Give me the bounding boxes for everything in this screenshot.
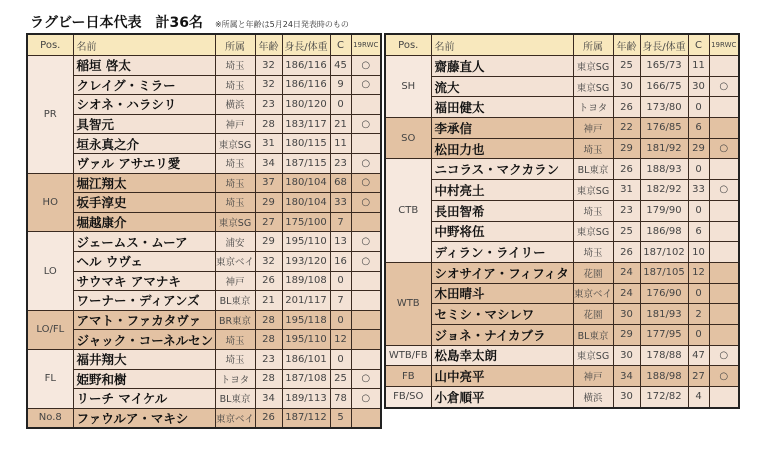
table-row: [27, 193, 381, 213]
rwc-2019: ○: [351, 153, 381, 173]
age: 26: [613, 159, 640, 180]
age: 31: [255, 134, 282, 154]
team: トヨタ: [573, 97, 613, 118]
rwc-2019: ○: [709, 180, 739, 201]
team: 東京ベイ: [215, 251, 255, 271]
team: 埼玉: [573, 242, 613, 263]
player-name: 姫野和樹: [73, 369, 215, 389]
age: 37: [255, 173, 282, 193]
height-weight: 181/92: [640, 138, 688, 159]
team: 東京SG: [573, 180, 613, 201]
team: 埼玉: [215, 75, 255, 95]
height-weight: 172/82: [640, 387, 688, 408]
position-cell: WTB: [385, 262, 431, 345]
table-row: [385, 180, 739, 201]
player-name: 中村亮土: [431, 180, 573, 201]
team: BR東京: [215, 310, 255, 330]
age: 24: [613, 262, 640, 283]
age: 28: [255, 369, 282, 389]
caps: 0: [688, 159, 709, 180]
header-age: 年齢: [613, 34, 640, 56]
team: 神戸: [215, 271, 255, 291]
player-name: ジェームス・ムーア: [73, 232, 215, 252]
team: BL東京: [215, 291, 255, 311]
height-weight: 182/92: [640, 180, 688, 201]
caps: 4: [688, 387, 709, 408]
position-cell: FL: [27, 349, 73, 408]
caps: 29: [688, 138, 709, 159]
rwc-2019: [351, 330, 381, 350]
caps: 12: [330, 330, 351, 350]
team: 花園: [573, 262, 613, 283]
rwc-2019: ○: [351, 75, 381, 95]
rwc-2019: [709, 221, 739, 242]
table-row: [27, 349, 381, 369]
table-row: [385, 345, 739, 366]
age: 25: [613, 221, 640, 242]
player-name: ファウルア・マキシ: [73, 408, 215, 428]
team: 埼玉: [215, 56, 255, 76]
rwc-2019: ○: [351, 56, 381, 76]
height-weight: 188/93: [640, 159, 688, 180]
age: 31: [613, 180, 640, 201]
player-name: 齋藤直人: [431, 56, 573, 77]
position-cell: PR: [27, 56, 73, 174]
caps: 0: [688, 324, 709, 345]
page-title: [30, 12, 349, 32]
player-name: アマト・ファカタヴァ: [73, 310, 215, 330]
rwc-2019: [709, 200, 739, 221]
table-row: [385, 56, 739, 77]
caps: 5: [330, 408, 351, 428]
team: BL東京: [573, 324, 613, 345]
team: 神戸: [215, 114, 255, 134]
caps: 33: [688, 180, 709, 201]
height-weight: 186/116: [282, 56, 330, 76]
rwc-2019: ○: [709, 345, 739, 366]
team: BL東京: [573, 159, 613, 180]
rwc-2019: [351, 134, 381, 154]
player-name: セミシ・マシレワ: [431, 304, 573, 325]
team: 東京SG: [573, 56, 613, 77]
caps: 27: [688, 366, 709, 387]
header-hw: 身長/体重: [640, 34, 688, 56]
age: 34: [255, 389, 282, 409]
caps: 10: [688, 242, 709, 263]
height-weight: 173/80: [640, 97, 688, 118]
table-row: [385, 366, 739, 387]
header-team: 所属: [573, 34, 613, 56]
table-row: [385, 387, 739, 408]
height-weight: 176/90: [640, 283, 688, 304]
team: 東京SG: [215, 212, 255, 232]
table-row: [27, 153, 381, 173]
age: 34: [613, 366, 640, 387]
caps: 30: [688, 76, 709, 97]
age: 28: [255, 310, 282, 330]
table-row: [27, 75, 381, 95]
player-name: ヘル ウヴェ: [73, 251, 215, 271]
position-cell: No.8: [27, 408, 73, 428]
rwc-2019: [351, 310, 381, 330]
caps: 0: [688, 200, 709, 221]
height-weight: 201/117: [282, 291, 330, 311]
height-weight: 193/120: [282, 251, 330, 271]
rwc-2019: ○: [351, 251, 381, 271]
table-row: [27, 114, 381, 134]
rwc-2019: [351, 291, 381, 311]
rwc-2019: ○: [709, 76, 739, 97]
header-name: 名前: [73, 34, 215, 56]
table-row: [385, 200, 739, 221]
table-row: [27, 408, 381, 428]
caps: 11: [330, 134, 351, 154]
player-name: ジャック・コーネルセン: [73, 330, 215, 350]
age: 29: [255, 232, 282, 252]
height-weight: 175/100: [282, 212, 330, 232]
height-weight: 195/110: [282, 232, 330, 252]
caps: 68: [330, 173, 351, 193]
player-name: 堀江翔太: [73, 173, 215, 193]
table-row: [385, 159, 739, 180]
position-cell: HO: [27, 173, 73, 232]
height-weight: 166/75: [640, 76, 688, 97]
age: 23: [255, 95, 282, 115]
rwc-2019: [709, 242, 739, 263]
caps: 0: [330, 271, 351, 291]
team: BL東京: [215, 389, 255, 409]
title-main: ラグビー日本代表: [30, 15, 142, 31]
position-cell: LO: [27, 232, 73, 310]
rwc-2019: ○: [709, 138, 739, 159]
team: 神戸: [573, 366, 613, 387]
header-caps: C: [330, 34, 351, 56]
caps: 2: [688, 304, 709, 325]
caps: 6: [688, 221, 709, 242]
age: 22: [613, 118, 640, 139]
player-name: ヴァル アサエリ愛: [73, 153, 215, 173]
header-team: 所属: [215, 34, 255, 56]
caps: 9: [330, 75, 351, 95]
table-row: [385, 304, 739, 325]
caps: 78: [330, 389, 351, 409]
age: 24: [613, 283, 640, 304]
header-age: 年齢: [255, 34, 282, 56]
player-name: シオサイア・フィフィタ: [431, 262, 573, 283]
age: 28: [255, 330, 282, 350]
position-cell: WTB/FB: [385, 345, 431, 366]
player-name: 小倉順平: [431, 387, 573, 408]
team: 埼玉: [215, 349, 255, 369]
age: 29: [613, 324, 640, 345]
height-weight: 180/104: [282, 173, 330, 193]
header-caps: C: [688, 34, 709, 56]
team: トヨタ: [215, 369, 255, 389]
rwc-2019: [709, 387, 739, 408]
table-row: [27, 56, 381, 76]
height-weight: 195/118: [282, 310, 330, 330]
player-name: ワーナー・ディアンズ: [73, 291, 215, 311]
player-name: リーチ マイケル: [73, 389, 215, 409]
table-row: [385, 76, 739, 97]
team: 埼玉: [215, 193, 255, 213]
height-weight: 179/90: [640, 200, 688, 221]
player-name: クレイグ・ミラー: [73, 75, 215, 95]
position-cell: LO/FL: [27, 310, 73, 349]
rwc-2019: ○: [351, 232, 381, 252]
rwc-2019: ○: [351, 173, 381, 193]
team: 東京SG: [573, 345, 613, 366]
table-row: [385, 97, 739, 118]
height-weight: 178/88: [640, 345, 688, 366]
height-weight: 186/101: [282, 349, 330, 369]
table-row: [27, 251, 381, 271]
age: 32: [255, 251, 282, 271]
header-rwc: 19RWC: [351, 34, 381, 56]
rwc-2019: ○: [351, 193, 381, 213]
age: 30: [613, 345, 640, 366]
team: 東京ベイ: [573, 283, 613, 304]
height-weight: 195/110: [282, 330, 330, 350]
header-pos: Pos.: [27, 34, 73, 56]
height-weight: 187/105: [640, 262, 688, 283]
player-name: 松田力也: [431, 138, 573, 159]
age: 21: [255, 291, 282, 311]
header-row: [385, 34, 739, 56]
rwc-2019: [709, 56, 739, 77]
age: 23: [255, 349, 282, 369]
player-name: 福田健太: [431, 97, 573, 118]
height-weight: 180/120: [282, 95, 330, 115]
team: 埼玉: [573, 200, 613, 221]
age: 26: [255, 271, 282, 291]
height-weight: 181/93: [640, 304, 688, 325]
player-name: 堀越康介: [73, 212, 215, 232]
player-name: 山中亮平: [431, 366, 573, 387]
table-row: [27, 310, 381, 330]
height-weight: 183/117: [282, 114, 330, 134]
height-weight: 186/98: [640, 221, 688, 242]
caps: 0: [688, 283, 709, 304]
caps: 16: [330, 251, 351, 271]
table-row: [27, 212, 381, 232]
rwc-2019: [709, 159, 739, 180]
age: 29: [255, 193, 282, 213]
team: 花園: [573, 304, 613, 325]
age: 28: [255, 114, 282, 134]
caps: 25: [330, 369, 351, 389]
rwc-2019: [351, 95, 381, 115]
rwc-2019: [709, 262, 739, 283]
rwc-2019: [709, 118, 739, 139]
position-cell: SO: [385, 118, 431, 159]
player-name: 中野将伍: [431, 221, 573, 242]
age: 29: [613, 138, 640, 159]
table-row: [385, 221, 739, 242]
rwc-2019: [709, 304, 739, 325]
table-row: [385, 283, 739, 304]
player-name: ジョネ・ナイカブラ: [431, 324, 573, 345]
team: 埼玉: [215, 330, 255, 350]
header-row: [27, 34, 381, 56]
age: 30: [613, 76, 640, 97]
caps: 11: [688, 56, 709, 77]
height-weight: 189/113: [282, 389, 330, 409]
title-count: 計36名: [155, 15, 203, 31]
caps: 21: [330, 114, 351, 134]
team: 東京SG: [215, 134, 255, 154]
table-row: [27, 95, 381, 115]
caps: 7: [330, 212, 351, 232]
team: 東京SG: [573, 76, 613, 97]
rwc-2019: [351, 212, 381, 232]
height-weight: 187/102: [640, 242, 688, 263]
age: 26: [613, 97, 640, 118]
position-cell: CTB: [385, 159, 431, 262]
position-cell: FB: [385, 366, 431, 387]
table-row: [385, 262, 739, 283]
position-cell: SH: [385, 56, 431, 118]
player-name: サウマキ アマナキ: [73, 271, 215, 291]
rwc-2019: [709, 97, 739, 118]
team: 東京SG: [573, 221, 613, 242]
table-row: [385, 138, 739, 159]
team: 埼玉: [215, 173, 255, 193]
table-row: [27, 330, 381, 350]
height-weight: 187/112: [282, 408, 330, 428]
table-row: [27, 389, 381, 409]
team: 横浜: [215, 95, 255, 115]
player-name: ニコラス・マクカラン: [431, 159, 573, 180]
player-name: 垣永真之介: [73, 134, 215, 154]
position-cell: FB/SO: [385, 387, 431, 408]
caps: 13: [330, 232, 351, 252]
rwc-2019: ○: [351, 389, 381, 409]
height-weight: 176/85: [640, 118, 688, 139]
player-name: 福井翔大: [73, 349, 215, 369]
caps: 0: [688, 97, 709, 118]
caps: 7: [330, 291, 351, 311]
player-name: 流大: [431, 76, 573, 97]
height-weight: 177/95: [640, 324, 688, 345]
table-row: [27, 232, 381, 252]
roster-table-left: [26, 33, 382, 429]
header-pos: Pos.: [385, 34, 431, 56]
rwc-2019: ○: [709, 366, 739, 387]
height-weight: 165/73: [640, 56, 688, 77]
height-weight: 186/116: [282, 75, 330, 95]
rwc-2019: ○: [351, 369, 381, 389]
rwc-2019: [709, 324, 739, 345]
height-weight: 187/115: [282, 153, 330, 173]
table-row: [27, 271, 381, 291]
player-name: 坂手淳史: [73, 193, 215, 213]
table-row: [385, 242, 739, 263]
header-name: 名前: [431, 34, 573, 56]
player-name: 木田晴斗: [431, 283, 573, 304]
player-name: シオネ・ハラシリ: [73, 95, 215, 115]
player-name: 松島幸太朗: [431, 345, 573, 366]
age: 32: [255, 56, 282, 76]
table-row: [27, 173, 381, 193]
height-weight: 188/98: [640, 366, 688, 387]
caps: 0: [330, 95, 351, 115]
rwc-2019: [351, 271, 381, 291]
age: 30: [613, 304, 640, 325]
team: 埼玉: [215, 153, 255, 173]
caps: 6: [688, 118, 709, 139]
player-name: 具智元: [73, 114, 215, 134]
header-rwc: 19RWC: [709, 34, 739, 56]
table-row: [27, 369, 381, 389]
caps: 33: [330, 193, 351, 213]
age: 23: [613, 200, 640, 221]
age: 30: [613, 387, 640, 408]
rwc-2019: [351, 349, 381, 369]
rwc-2019: ○: [351, 114, 381, 134]
caps: 23: [330, 153, 351, 173]
header-hw: 身長/体重: [282, 34, 330, 56]
caps: 45: [330, 56, 351, 76]
caps: 47: [688, 345, 709, 366]
caps: 0: [330, 349, 351, 369]
height-weight: 180/115: [282, 134, 330, 154]
table-row: [27, 134, 381, 154]
team: 東京ベイ: [215, 408, 255, 428]
height-weight: 180/104: [282, 193, 330, 213]
caps: 0: [330, 310, 351, 330]
height-weight: 187/108: [282, 369, 330, 389]
team: 神戸: [573, 118, 613, 139]
player-name: ディラン・ライリー: [431, 242, 573, 263]
age: 26: [255, 408, 282, 428]
team: 浦安: [215, 232, 255, 252]
caps: 12: [688, 262, 709, 283]
table-row: [385, 324, 739, 345]
team: 埼玉: [573, 138, 613, 159]
table-row: [27, 291, 381, 311]
age: 25: [613, 56, 640, 77]
table-row: [385, 118, 739, 139]
height-weight: 189/108: [282, 271, 330, 291]
rwc-2019: [709, 283, 739, 304]
age: 32: [255, 75, 282, 95]
roster-table-right: [384, 33, 740, 409]
team: 横浜: [573, 387, 613, 408]
player-name: 李承信: [431, 118, 573, 139]
age: 34: [255, 153, 282, 173]
rwc-2019: [351, 408, 381, 428]
age: 26: [613, 242, 640, 263]
player-name: 稲垣 啓太: [73, 56, 215, 76]
player-name: 長田智希: [431, 200, 573, 221]
title-note: ※所属と年齢は5月24日発表時のもの: [214, 20, 349, 29]
age: 27: [255, 212, 282, 232]
